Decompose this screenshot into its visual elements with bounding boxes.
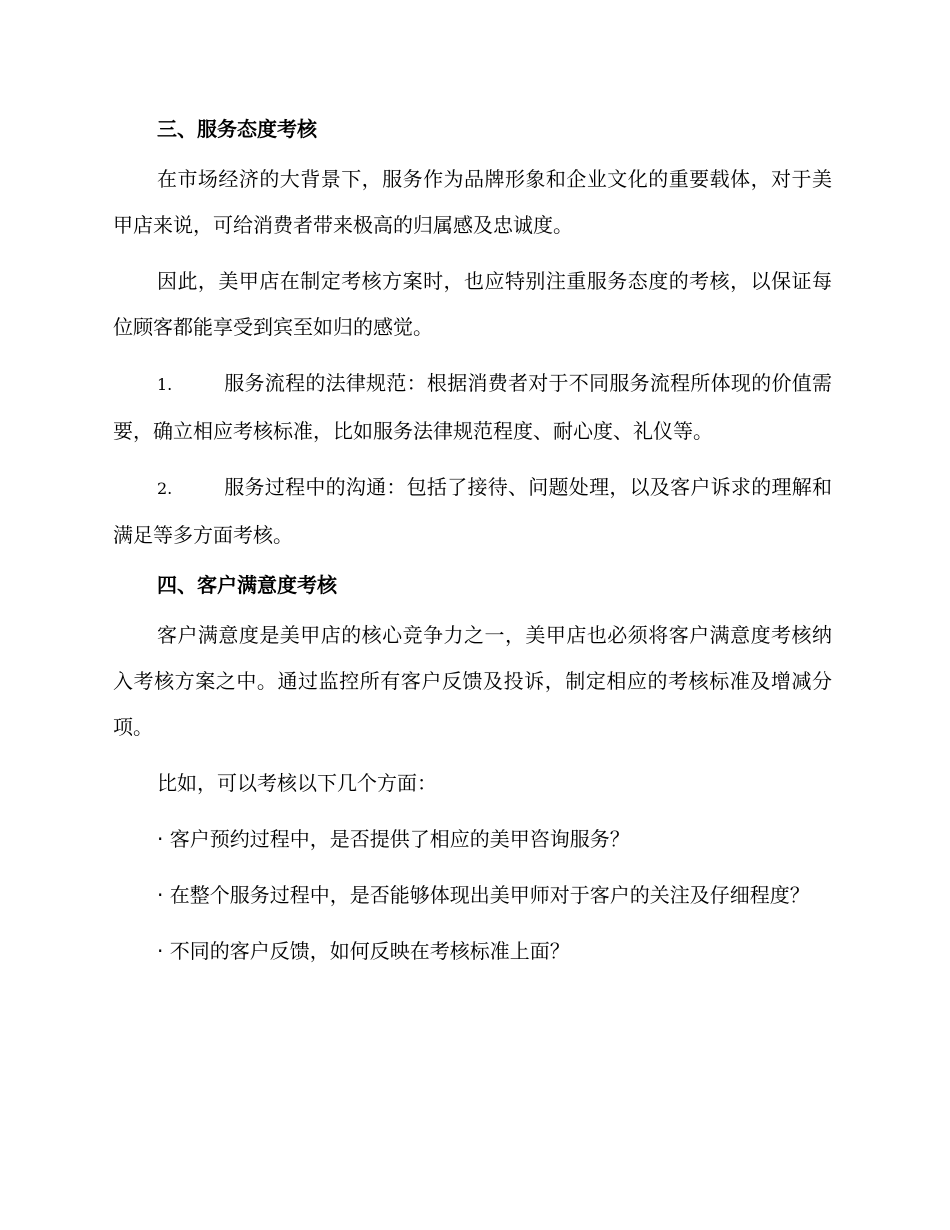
bullet-item: · 不同的客户反馈，如何反映在考核标准上面？ (157, 939, 570, 963)
paragraph: 客户满意度是美甲店的核心竞争力之一，美甲店也必须将客户满意度考核纳入考核方案之中。通过监控所有客户反馈及投诉，制定相应的考核标准及增减分项。 (113, 623, 832, 739)
paragraph: 比如，可以考核以下几个方面： (157, 771, 437, 795)
section-heading-service-attitude: 三、服务态度考核 (157, 117, 317, 141)
numbered-item (113, 360, 832, 454)
item-text: 服务流程的法律规范：根据消费者对于不同服务流程所体现的价值需要，确立相应考核标准，比如服务法律规范程度、耐心度、礼仪等。 (113, 371, 832, 443)
section-heading-customer-satisfaction: 四、客户满意度考核 (157, 573, 337, 597)
bullet-item: · 客户预约过程中，是否提供了相应的美甲咨询服务？ (157, 827, 630, 851)
item-number: 2. (157, 479, 173, 498)
bullet-item: · 在整个服务过程中，是否能够体现出美甲师对于客户的关注及仔细程度？ (157, 883, 810, 907)
item-number: 1. (157, 375, 173, 394)
numbered-item (113, 464, 832, 558)
paragraph: 因此，美甲店在制定考核方案时，也应特别注重服务态度的考核，以保证每位顾客都能享受到宾至如归的感觉。 (113, 269, 832, 339)
paragraph: 在市场经济的大背景下，服务作为品牌形象和企业文化的重要载体，对于美甲店来说，可给消费者带来极高的归属感及忠诚度。 (113, 167, 832, 237)
item-text: 服务过程中的沟通：包括了接待、问题处理，以及客户诉求的理解和满足等多方面考核。 (113, 475, 832, 547)
